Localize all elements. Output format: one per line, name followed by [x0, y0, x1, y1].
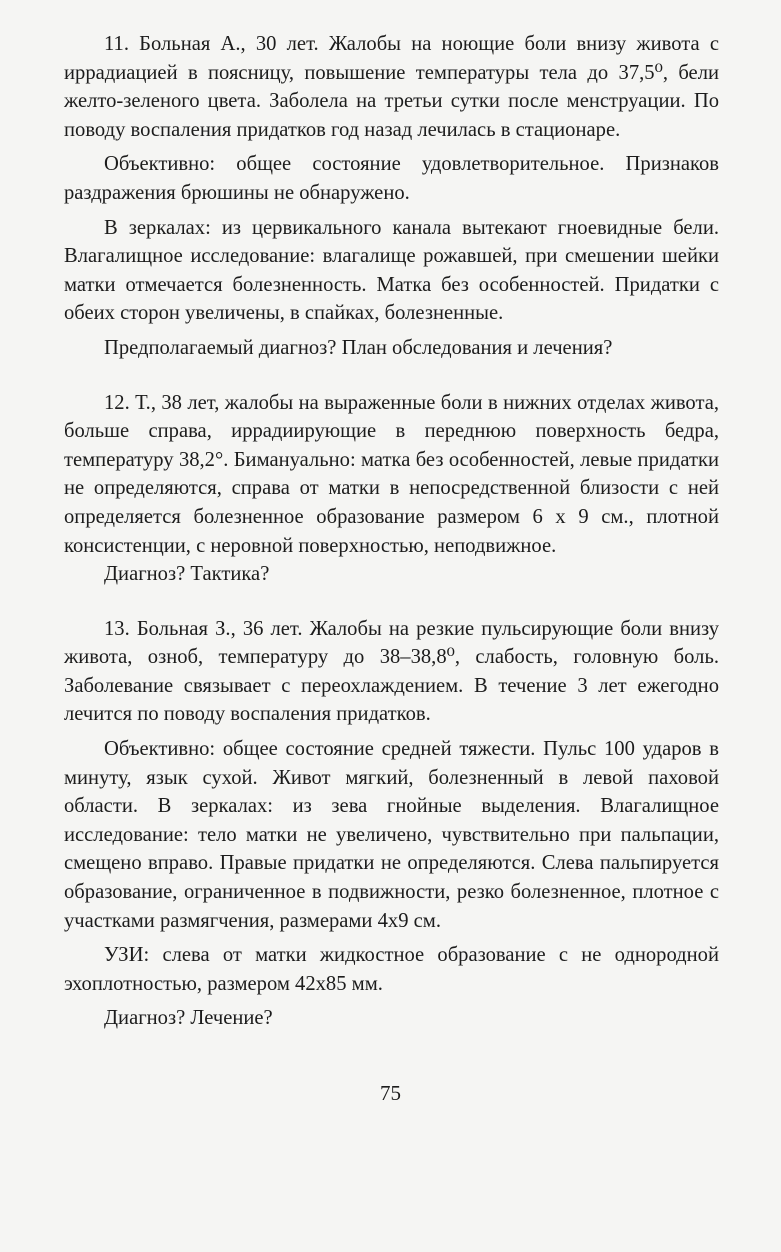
- case-13-complaints: 13. Больная З., 36 лет. Жалобы на резкие пульсирующие боли внизу живота, озноб, температуру до 38–38,8⁰, слабость, головную боль. Заболевание связывает с переохлаждением. В течение 3 лет ежегодно лечится по поводу воспаления придатков.: [64, 617, 719, 726]
- case-11-examination: В зеркалах: из цервикального канала вытекают гноевидные бели. Влагалищное исследование: влагалище рожавшей, при смешении шейки матки отмечается болезненность. Матка без особенностей. Придатки с обеих сторон увеличены, в спайках, болезненные.: [64, 216, 719, 325]
- case-12-question: Диагноз? Тактика?: [104, 563, 270, 586]
- case-11: [64, 30, 719, 363]
- case-13-question: Диагноз? Лечение?: [104, 1007, 273, 1030]
- case-11-objective: Объективно: общее состояние удовлетворительное. Признаков раздражения брюшины не обнаружено.: [64, 153, 719, 204]
- case-13-objective: Объективно: общее состояние средней тяжести. Пульс 100 ударов в минуту, язык сухой. Живот мягкий, болезненный в левой паховой области. В зеркалах: из зева гнойные выделения. Влагалищное исследование: тело матки не увеличено, чувствительно при пальпации, смещено вправо. Правые придатки не определяются. Слева пальпируется образование, ограниченное в подвижности, резко болезненное, плотное с участками размягчения, размерами 4х9 см.: [64, 738, 719, 932]
- case-13: [64, 615, 719, 1033]
- case-11-complaints: 11. Больная А., 30 лет. Жалобы на ноющие боли внизу живота с иррадиацией в поясницу, повышение температуры тела до 37,5⁰, бели желто-зеленого цвета. Заболела на третьи сутки после менструации. По поводу воспаления придатков год назад лечилась в стационаре.: [64, 33, 719, 141]
- case-13-ultrasound: УЗИ: слева от матки жидкостное образование с не однородной эхоплотностью, размером 42х85 мм.: [64, 944, 719, 995]
- page-number: 75: [380, 1081, 401, 1105]
- case-12-description: 12. Т., 38 лет, жалобы на выраженные боли в нижних отделах живота, больше справа, иррадиирующие в переднюю поверхность бедра, температуру 38,2°. Бимануально: матка без особенностей, левые придатки не определяются, справа от матки в непосредственной близости с ней определяется болезненное образование размером 6 х 9 см., плотной консистенции, с неровной поверхностью, неподвижное.: [64, 391, 719, 557]
- case-11-question: Предполагаемый диагноз? План обследования и лечения?: [104, 336, 613, 359]
- page-text: [64, 30, 719, 1033]
- case-12: [64, 389, 719, 589]
